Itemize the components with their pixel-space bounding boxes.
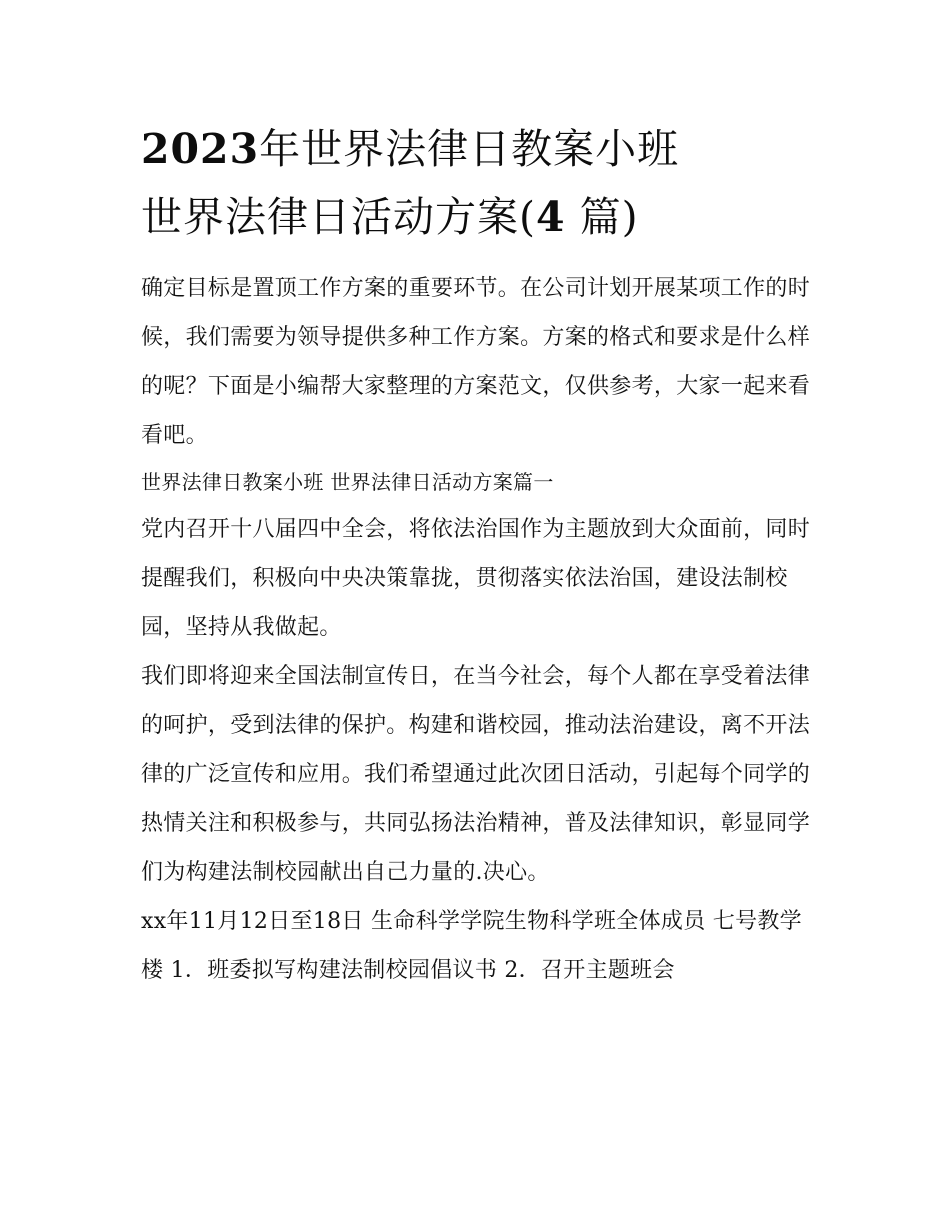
document-title: [141, 118, 813, 248]
title-line-2-text: 世界法律日活动方案(: [141, 193, 536, 241]
paragraph-3: xx年11月12日至18日 生命科学学院生物科学班全体成员 七号教学楼 1．班委拟写构建法制校园倡议书 2．召开主题班会: [141, 909, 802, 983]
intro-paragraph: 确定目标是置顶工作方案的重要环节。在公司计划开展某项工作的时候，我们需要为领导提供多种工作方案。方案的格式和要求是什么样的呢？下面是小编帮大家整理的方案范文，仅供参考，大家一起来看看吧。: [141, 276, 811, 448]
title-line-1-text: 年世界法律日教案小班: [259, 125, 680, 173]
document-body: [141, 264, 813, 995]
title-line-2: [141, 186, 813, 248]
section-heading: 世界法律日教案小班 世界法律日活动方案篇一: [141, 470, 554, 494]
paragraph-2: 我们即将迎来全国法制宣传日，在当今社会，每个人都在享受着法律的呵护，受到法律的保护。构建和谐校园，推动法治建设，离不开法律的广泛宣传和应用。我们希望通过此次团日活动，引起每个同学的热情关注和积极参与，共同弘扬法治精神，普及法律知识，彰显同学们为构建法制校园献出自己力量的.决心。: [141, 664, 811, 885]
title-line-1: [141, 118, 813, 180]
document-page: [141, 118, 813, 995]
title-line-2-end: 篇): [579, 193, 639, 241]
paragraph-1: 党内召开十八届四中全会，将依法治国作为主题放到大众面前，同时提醒我们，积极向中央决策靠拢，贯彻落实依法治国，建设法制校园，坚持从我做起。: [141, 517, 811, 640]
title-count: 4: [536, 193, 566, 241]
title-year: 2023: [141, 125, 260, 173]
